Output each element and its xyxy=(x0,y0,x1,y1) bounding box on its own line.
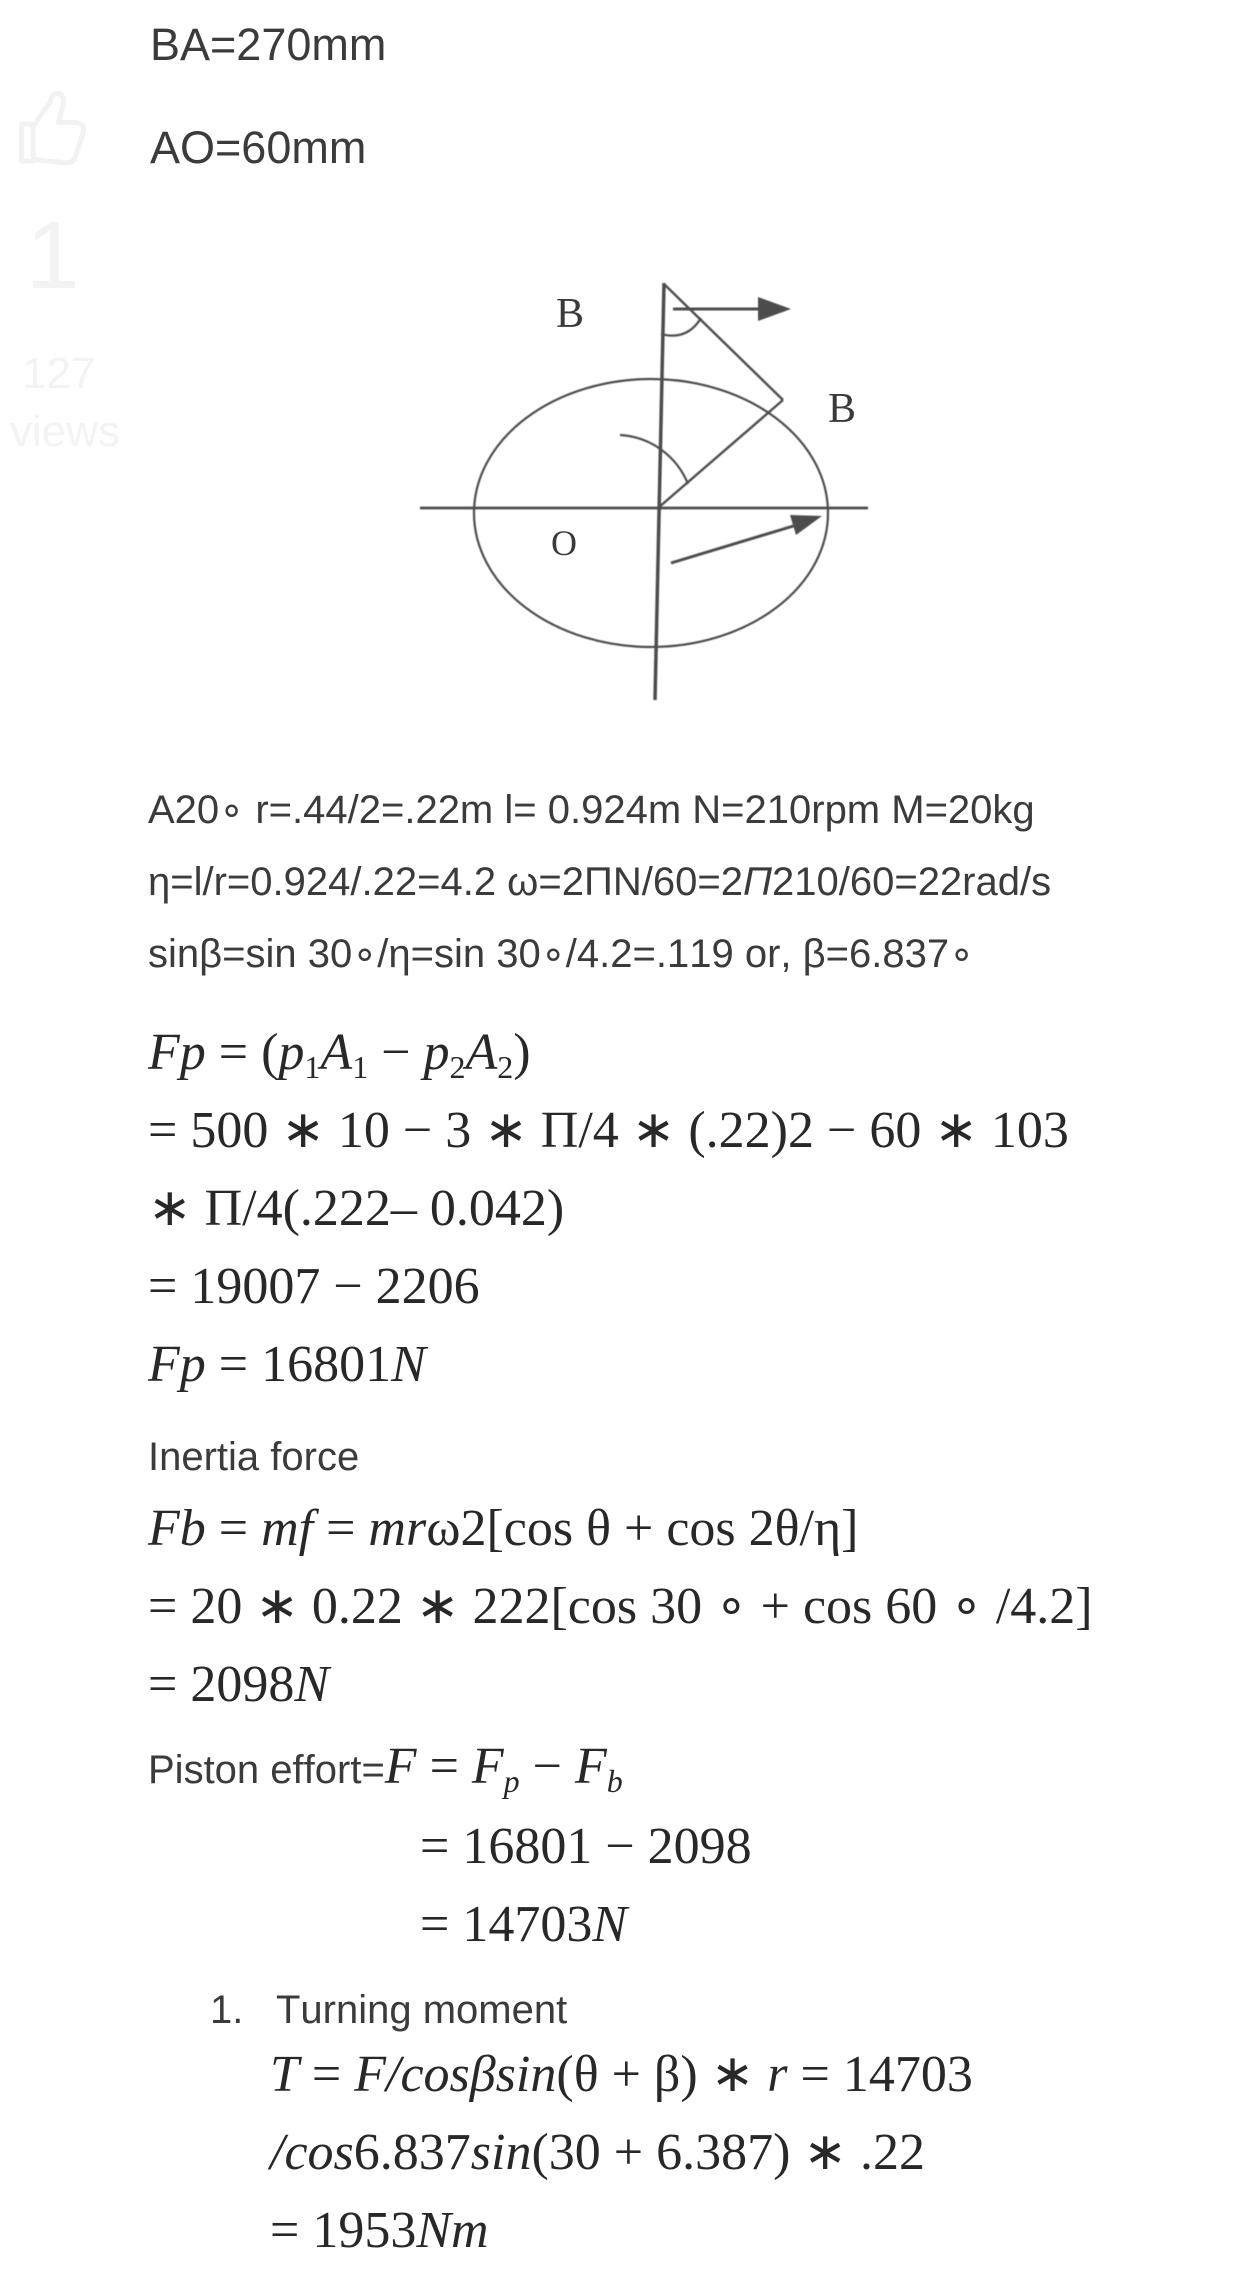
rotation-direction-arrow xyxy=(671,515,822,563)
piston-effort-formula: Piston effort=F = $F_p - F_b$ xyxy=(148,1738,623,1799)
like-count: 1 xyxy=(26,202,80,309)
fp-step2: ∗ Π/4(.222– 0.042) xyxy=(148,1180,565,1237)
crank-line xyxy=(658,400,783,508)
beta-angle-arc xyxy=(661,318,701,336)
piston-effort-step1: = 16801 − 2098 xyxy=(420,1818,752,1875)
fp-formula: $Fp = (p_1A_1 - p_2A_2)$ xyxy=(148,1024,531,1085)
views-label: views xyxy=(10,407,121,456)
list-number: 1. xyxy=(210,1988,244,2032)
given-ba: BA=270mm xyxy=(150,19,387,70)
crank-mechanism-diagram xyxy=(385,255,890,715)
inertia-heading: Inertia force xyxy=(148,1435,360,1479)
theta-angle-arc xyxy=(620,435,688,484)
diagram-label-b-top: B xyxy=(556,291,585,337)
vertical-stroke-line xyxy=(655,283,664,700)
crank-circle xyxy=(474,379,828,647)
turning-moment-heading: Turning moment xyxy=(276,1988,568,2032)
fp-step1: = 500 ∗ 10 − 3 ∗ Π/4 ∗ (.22)2 − 60 ∗ 103 xyxy=(148,1102,1069,1159)
torque-result: = 1953Nm xyxy=(270,2202,489,2259)
ratio-omega-line: η=l/r=0.924/.22=4.2 ω=2ΠN/60=2Π210/60=22rad/s xyxy=(148,860,1052,904)
torque-step1: /cos6.837sin(30 + 6.387) ∗ .22 xyxy=(270,2124,925,2181)
fb-step1: = 20 ∗ 0.22 ∗ 222[cos 30 ∘ + cos 60 ∘ /4.2] xyxy=(148,1578,1093,1635)
thumbs-up-icon[interactable] xyxy=(8,78,92,172)
beta-line: sinβ=sin 30∘/η=sin 30∘/4.2=.119 or, β=6.837∘ xyxy=(148,932,975,976)
views-count: 127 xyxy=(22,349,96,398)
fb-formula: Fb = mf = mrω2[cos θ + cos 2θ/η] xyxy=(148,1500,859,1557)
piston-effort-result: = 14703N xyxy=(420,1896,628,1953)
torque-formula: T = F/cosβsin(θ + β) ∗ r = 14703 xyxy=(270,2046,973,2103)
velocity-arrow xyxy=(673,297,791,321)
fp-step3: = 19007 − 2206 xyxy=(148,1258,480,1315)
fp-result: Fp = 16801N xyxy=(148,1336,426,1393)
fb-result: = 2098N xyxy=(148,1656,330,1713)
given-ao: AO=60mm xyxy=(150,122,367,173)
diagram-label-o: O xyxy=(551,523,577,563)
diagram-label-b-right: B xyxy=(828,386,857,432)
given-data-line: A20∘ r=.44/2=.22m l= 0.924m N=210rpm M=20kg xyxy=(148,788,1035,832)
